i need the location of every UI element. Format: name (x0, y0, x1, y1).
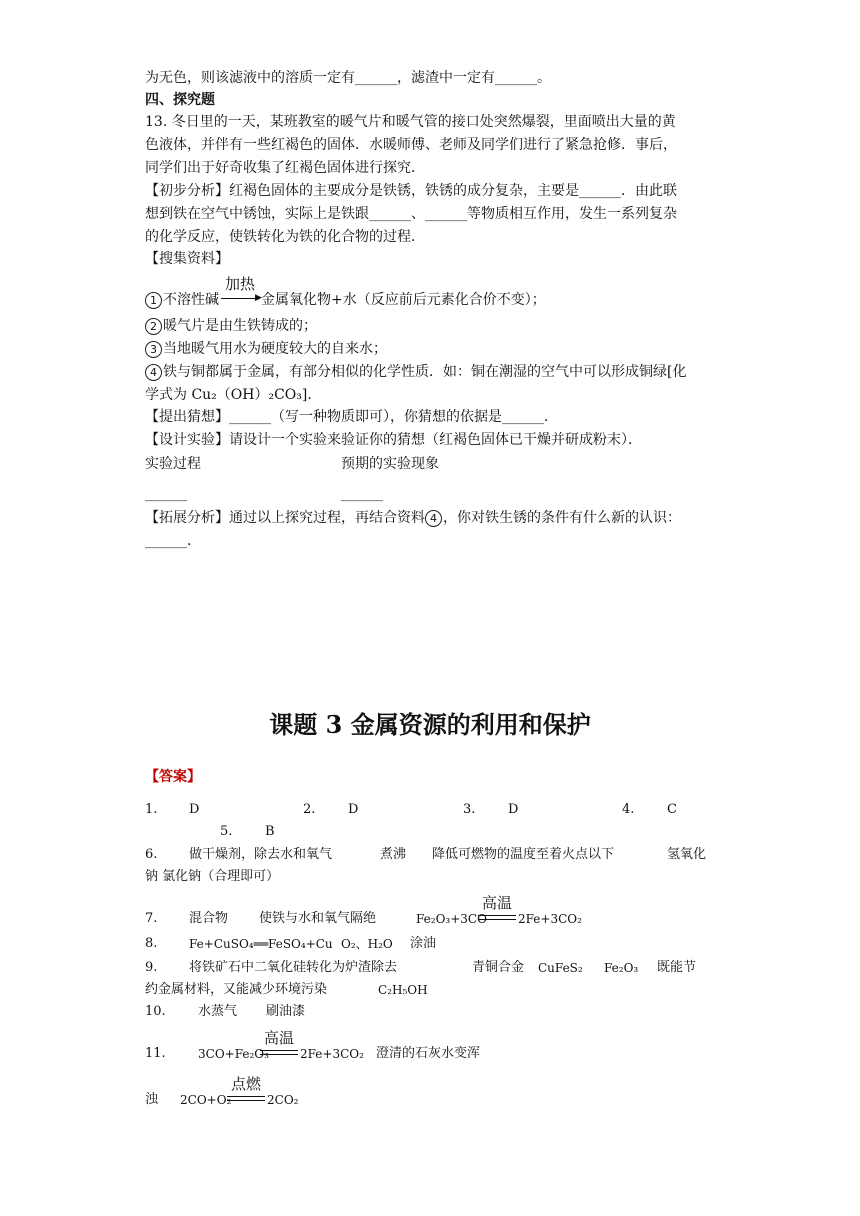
answer-number: 10. (145, 1004, 166, 1019)
answer-value: 氢氧化 (667, 847, 707, 862)
answer-value: C (667, 802, 677, 817)
circled-4: 4 (145, 364, 162, 381)
answer-value: 混合物 (189, 911, 229, 926)
collect-heading: 【搜集资料】 (145, 251, 229, 267)
answer-number: 1. (145, 802, 158, 817)
initial-analysis: 【初步分析】红褐色固体的主要成分是铁锈，铁锈的成分复杂，主要是______．由此联 (145, 183, 677, 199)
circled-2: 2 (145, 318, 162, 335)
material-4-cont: 学式为 Cu₂（OH）₂CO₃]． (145, 387, 322, 403)
q13-text: 同学们出于好奇收集了红褐色固体进行探究． (145, 160, 425, 176)
material-1: 1 不溶性碱 加热 ▶ 金属氧化物+水（反应前后元素化合价不变）； (145, 289, 715, 311)
answer-value: D (508, 802, 519, 817)
answer-value: 钠 氯化钠（合理即可） (145, 869, 280, 884)
answer-value: D (348, 802, 359, 817)
q12-tail: 为无色，则该滤液中的溶质一定有______，滤渣中一定有______。 (145, 70, 551, 86)
answer-label: 【答案】 (145, 769, 201, 785)
answer-value: 既能节 (657, 960, 697, 975)
answer-value: C₂H₅OH (378, 983, 428, 997)
answer-number: 7. (145, 911, 158, 926)
equation-reactants: 3CO+Fe₂O₃ (198, 1047, 269, 1061)
answer-value: D (189, 802, 200, 817)
high-temp-condition: 高温 (258, 1044, 300, 1065)
answer-value: 水蒸气 (198, 1004, 238, 1019)
answer-value: 做干燥剂，除去水和氧气 (189, 847, 333, 862)
answer-value: 使铁与水和氧气隔绝 (259, 911, 377, 926)
material-2: 2 暖气片是由生铁铸成的； (145, 315, 715, 337)
ignition-condition: 点燃 (225, 1090, 267, 1111)
answer-value: 浊 (145, 1092, 159, 1107)
initial-analysis: 想到铁在空气中锈蚀，实际上是铁跟______、______等物质相互作用，发生一系列复杂 (145, 206, 677, 222)
equation-products: 2CO₂ (267, 1093, 299, 1107)
answer-number: 11. (145, 1046, 166, 1061)
equation: Fe+CuSO₄══FeSO₄+Cu (189, 937, 333, 951)
initial-analysis: 的化学反应，使铁转化为铁的化合物的过程． (145, 229, 425, 245)
answer-value: 煮沸 (380, 847, 407, 862)
material-3: 3 当地暖气用水为硬度较大的自来水； (145, 338, 715, 360)
extended-analysis: 【拓展分析】通过以上探究过程，再结合资料 4 ，你对铁生锈的条件有什么新的认识： (145, 510, 681, 526)
answer-number: 6. (145, 847, 158, 862)
equation-reactants: Fe₂O₃+3CO (416, 912, 487, 926)
answer-value: Fe₂O₃ (604, 961, 639, 975)
answer-value: B (265, 824, 275, 839)
answer-value: 青铜合金 (472, 960, 525, 975)
q13-text: 13. 冬日里的一天，某班教室的暖气片和暖气管的接口处突然爆裂，里面喷出大量的黄 (145, 114, 676, 130)
circled-4: 4 (425, 510, 442, 527)
heating-arrow: 加热 ▶ (219, 290, 261, 304)
section-heading: 四、探究题 (145, 92, 215, 108)
answer-number: 3. (463, 802, 476, 817)
equation-products: 2Fe+3CO₂ (518, 912, 582, 926)
q13-text: 色液体，并伴有一些红褐色的固体．水暖师傅、老师及同学们进行了紧急抢修．事后， (145, 137, 677, 153)
equation-reactants: 2CO+O₂ (180, 1093, 232, 1107)
answer-value: 澄清的石灰水变浑 (376, 1046, 481, 1061)
answer-value: 涂油 (410, 936, 437, 951)
answer-number: 8. (145, 936, 158, 951)
blank-process: ______ (145, 486, 187, 502)
blank-phenomenon: ______ (341, 486, 383, 502)
material-4: 4 铁与铜都属于金属，有部分相似的化学性质．如：铜在潮湿的空气中可以形成铜绿[化 (145, 361, 715, 383)
answer-value: O₂、H₂O (341, 937, 393, 951)
answer-value: 将铁矿石中二氧化硅转化为炉渣除去 (189, 960, 398, 975)
answer-value: CuFeS₂ (538, 961, 583, 975)
circled-1: 1 (145, 292, 162, 309)
extended-analysis-blank: ______． (145, 533, 201, 549)
col-header-process: 实验过程 (145, 456, 201, 472)
answer-number: 2. (303, 802, 316, 817)
answer-number: 4. (622, 802, 635, 817)
col-header-phenomenon: 预期的实验现象 (341, 456, 439, 472)
design-experiment: 【设计实验】请设计一个实验来验证你的猜想（红褐色固体已干燥并研成粉末）． (145, 432, 642, 448)
answer-number: 5. (220, 824, 233, 839)
high-temp-condition: 高温 (476, 909, 518, 930)
equation-products: 2Fe+3CO₂ (300, 1047, 364, 1061)
lesson-title: 课题 3 金属资源的利用和保护 (269, 710, 591, 739)
answer-value: 刷油漆 (266, 1004, 306, 1019)
answer-value: 约金属材料，又能减少环境污染 (145, 982, 328, 997)
answer-value: 降低可燃物的温度至着火点以下 (432, 847, 615, 862)
answer-number: 9. (145, 960, 158, 975)
circled-3: 3 (145, 341, 162, 358)
hypothesis: 【提出猜想】______（写一种物质即可），你猜想的依据是______． (145, 409, 558, 425)
